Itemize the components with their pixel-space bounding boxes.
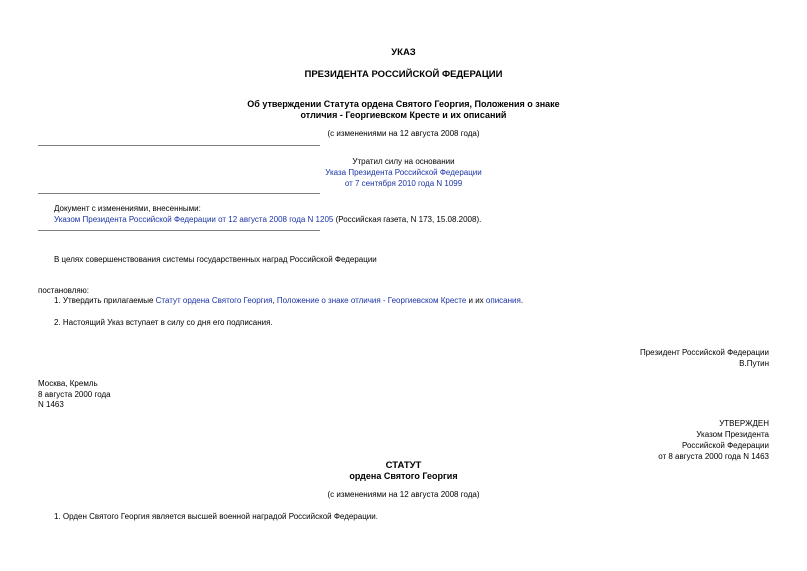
- changes-line: [54, 215, 481, 225]
- divider-top: [38, 145, 320, 146]
- changes-link[interactable]: Указом Президента Российской Федерации от 12 августа 2008 года N 1205: [54, 215, 334, 224]
- void-notice-line1: Утратил силу на основании: [352, 157, 455, 166]
- statute-subtitle: ордена Святого Георгия: [349, 471, 458, 481]
- decree-item-2: 2. Настоящий Указ вступает в силу со дня его подписания.: [54, 318, 273, 327]
- changes-label: Документ с изменениями, внесенными:: [54, 204, 201, 213]
- approval-line4: от 8 августа 2000 года N 1463: [658, 452, 769, 461]
- place-number: N 1463: [38, 400, 64, 409]
- signature-position: Президент Российской Федерации: [639, 348, 769, 357]
- statute-amendment-note: (с изменениями на 12 августа 2008 года): [327, 490, 480, 499]
- signature-name: В.Путин: [739, 359, 769, 368]
- approval-line3: Российской Федерации: [682, 441, 769, 450]
- void-notice-link-line1[interactable]: Указа Президента Российской Федерации: [325, 168, 482, 177]
- void-notice-link-line2[interactable]: от 7 сентября 2010 года N 1099: [344, 179, 463, 188]
- divider-bottom: [38, 230, 320, 231]
- changes-source: (Российская газета, N 173, 15.08.2008).: [333, 215, 482, 224]
- approval-line1: УТВЕРЖДЕН: [719, 419, 769, 428]
- amendment-note: (с изменениями на 12 августа 2008 года): [327, 129, 480, 138]
- decree-about-line2: отличия - Георгиевском Кресте и их описаний: [300, 110, 507, 120]
- decree-about-line1: Об утверждении Статута ордена Святого Георгия, Положения о знаке: [247, 99, 560, 109]
- place-date: 8 августа 2000 года: [38, 390, 111, 399]
- cross-regulation-link[interactable]: Положение о знаке отличия - Георгиевском Кресте: [276, 296, 467, 305]
- decree-subtitle: ПРЕЗИДЕНТА РОССИЙСКОЙ ФЕДЕРАЦИИ: [304, 69, 503, 80]
- decree-item-1: [54, 296, 523, 306]
- statute-link[interactable]: Статут ордена Святого Георгия: [155, 296, 273, 305]
- statute-title: СТАТУТ: [385, 460, 422, 471]
- item1-end: .: [520, 296, 524, 305]
- item1-sep2: и их: [466, 296, 486, 305]
- item1-prefix: 1. Утвердить прилагаемые: [54, 296, 156, 305]
- decree-title: УКАЗ: [391, 47, 416, 58]
- divider-middle: [38, 193, 320, 194]
- statute-item-1: 1. Орден Святого Георгия является высшей военной наградой Российской Федерации.: [54, 512, 378, 521]
- descriptions-link[interactable]: описания: [485, 296, 521, 305]
- approval-line2: Указом Президента: [696, 430, 769, 439]
- decree-resolve: постановляю:: [38, 286, 89, 295]
- decree-intro: В целях совершенствования системы государственных наград Российской Федерации: [54, 255, 377, 264]
- place-city: Москва, Кремль: [38, 379, 98, 388]
- item1-sep1: ,: [272, 296, 277, 305]
